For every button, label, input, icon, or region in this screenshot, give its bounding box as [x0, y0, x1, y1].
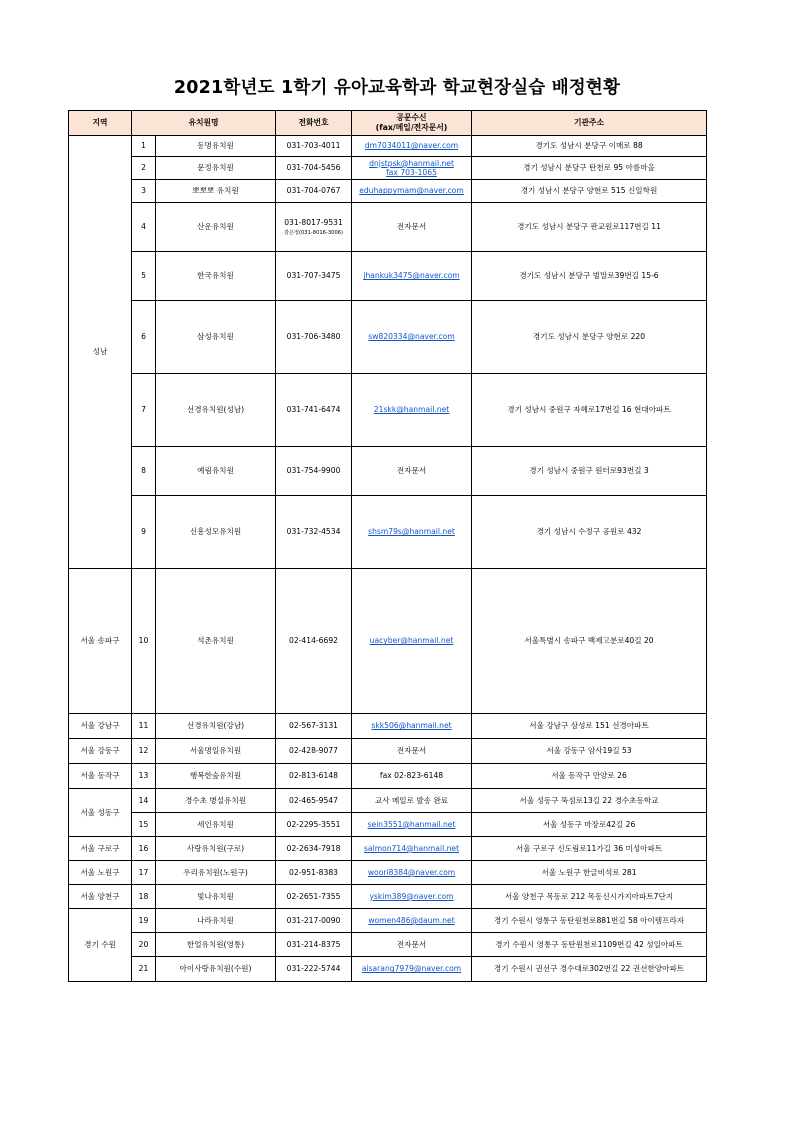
email-link[interactable]: salmon714@hanmail.net — [352, 837, 472, 861]
phone-number: 031-217-0090 — [276, 909, 352, 933]
region-cell: 서울 강남구 — [69, 714, 132, 739]
table-row — [69, 933, 707, 957]
row-number: 11 — [132, 714, 156, 739]
row-number: 14 — [132, 789, 156, 813]
phone-number: 031-8017-9531 — [284, 217, 343, 227]
document-type: 전자문서 — [352, 447, 472, 496]
address: 서울 동작구 만양로 26 — [472, 764, 707, 789]
row-number: 16 — [132, 837, 156, 861]
kindergarten-name: 선경유치원(강남) — [156, 714, 276, 739]
address: 경기 성남시 중원구 원터로93번길 3 — [472, 447, 707, 496]
address: 경기 성남시 분당구 탄천로 95 아름마을 — [472, 157, 707, 180]
phone-number: 031-222-5744 — [276, 957, 352, 982]
kindergarten-name: 석촌유치원 — [156, 569, 276, 714]
region-cell: 서울 동작구 — [69, 764, 132, 789]
kindergarten-name: 선경유치원(성남) — [156, 374, 276, 447]
kindergarten-name: 산운유치원 — [156, 203, 276, 252]
address: 경기도 성남시 분당구 이매로 88 — [472, 136, 707, 157]
header-phone: 전화번호 — [276, 111, 352, 136]
phone-number: 031-754-9900 — [276, 447, 352, 496]
row-number: 12 — [132, 739, 156, 764]
phone-number: 02-2634-7918 — [276, 837, 352, 861]
phone-number: 031-704-5456 — [276, 157, 352, 180]
document-type: 교사 메일로 발송 완료 — [352, 789, 472, 813]
kindergarten-name: 문정유치원 — [156, 157, 276, 180]
address: 경기도 성남시 분당구 벌말로39번길 15-6 — [472, 252, 707, 301]
row-number: 6 — [132, 301, 156, 374]
email-link[interactable]: dm7034011@naver.com — [352, 136, 472, 157]
email-link[interactable]: dnjstpsk@hanmail.net — [369, 158, 454, 168]
kindergarten-name: 신흥성모유치원 — [156, 496, 276, 569]
row-number: 3 — [132, 180, 156, 203]
kindergarten-name: 아이사랑유치원(수원) — [156, 957, 276, 982]
region-cell: 서울 성동구 — [69, 789, 132, 837]
phone-number: 02-428-9077 — [276, 739, 352, 764]
address: 서울 노원구 한글비석로 281 — [472, 861, 707, 885]
phone-number: 02-2651-7355 — [276, 885, 352, 909]
phone-number: 02-414-6692 — [276, 569, 352, 714]
phone-number: 02-567-3131 — [276, 714, 352, 739]
row-number: 9 — [132, 496, 156, 569]
row-number: 2 — [132, 157, 156, 180]
table-row — [69, 569, 707, 714]
header-document-line2: (fax/메일/전자문서) — [375, 123, 448, 132]
address: 서울 강남구 삼성로 151 선경아파트 — [472, 714, 707, 739]
phone-number: 031-704-0767 — [276, 180, 352, 203]
row-number: 20 — [132, 933, 156, 957]
row-number: 1 — [132, 136, 156, 157]
phone-note: 감은정(031-8016-3006) — [283, 229, 344, 236]
email-link[interactable]: jhankuk3475@naver.com — [352, 252, 472, 301]
kindergarten-name: 동명유치원 — [156, 136, 276, 157]
page-title: 2021학년도 1학기 유아교육학과 학교현장실습 배정현황 — [173, 78, 621, 98]
address: 경기 성남시 중원구 자혜로17번길 16 현대아파트 — [472, 374, 707, 447]
kindergarten-name: 예림유치원 — [156, 447, 276, 496]
row-number: 17 — [132, 861, 156, 885]
table-row — [69, 301, 707, 374]
table-row — [69, 957, 707, 982]
region-cell: 서울 양천구 — [69, 885, 132, 909]
address: 서울특별시 송파구 백제고분로40길 20 — [472, 569, 707, 714]
phone-number: 031-707-3475 — [276, 252, 352, 301]
address: 서울 강동구 암사19길 53 — [472, 739, 707, 764]
table-row — [69, 374, 707, 447]
address: 경기 수원시 영통구 동탄원천로1109번길 42 성일아파트 — [472, 933, 707, 957]
email-link[interactable]: women486@daum.net — [352, 909, 472, 933]
region-cell: 서울 송파구 — [69, 569, 132, 714]
email-link[interactable]: shsm79s@hanmail.net — [352, 496, 472, 569]
table-row — [69, 764, 707, 789]
header-row — [69, 111, 707, 136]
table-row — [69, 739, 707, 764]
kindergarten-name: 삼성유치원 — [156, 301, 276, 374]
row-number: 18 — [132, 885, 156, 909]
row-number: 13 — [132, 764, 156, 789]
phone-number: 031-214-8375 — [276, 933, 352, 957]
header-region: 지역 — [69, 111, 132, 136]
document-cell — [352, 157, 472, 180]
phone-number: 02-813-6148 — [276, 764, 352, 789]
address: 경기도 성남시 분당구 양현로 220 — [472, 301, 707, 374]
row-number: 15 — [132, 813, 156, 837]
kindergarten-name: 나라유치원 — [156, 909, 276, 933]
table-row — [69, 813, 707, 837]
email-link[interactable]: eduhappymam@naver.com — [352, 180, 472, 203]
phone-number: 02-465-9547 — [276, 789, 352, 813]
kindergarten-name: 사랑유치원(구로) — [156, 837, 276, 861]
kindergarten-name: 뽀뽀뽀 유치원 — [156, 180, 276, 203]
address: 서울 성동구 마장로42길 26 — [472, 813, 707, 837]
email-link[interactable]: skk506@hanmail.net — [352, 714, 472, 739]
email-link[interactable]: woori8384@naver.com — [352, 861, 472, 885]
document-type: 전자문서 — [352, 739, 472, 764]
region-cell: 서울 구로구 — [69, 837, 132, 861]
table-row — [69, 203, 707, 252]
row-number: 4 — [132, 203, 156, 252]
address: 서울 양천구 목동로 212 목동신시가지아파트7단지 — [472, 885, 707, 909]
address: 경기 성남시 수정구 공원로 432 — [472, 496, 707, 569]
table-row — [69, 909, 707, 933]
table-row — [69, 157, 707, 180]
region-cell: 서울 노원구 — [69, 861, 132, 885]
phone-number: 031-732-4534 — [276, 496, 352, 569]
phone-number: 031-703-4011 — [276, 136, 352, 157]
document-type: 전자문서 — [352, 933, 472, 957]
kindergarten-name: 세인유치원 — [156, 813, 276, 837]
document-type: 전자문서 — [352, 203, 472, 252]
email-link[interactable]: sein3551@hanmail.net — [352, 813, 472, 837]
email-link[interactable]: uacyber@hanmail.net — [352, 569, 472, 714]
row-number: 21 — [132, 957, 156, 982]
phone-number: 02-2295-3551 — [276, 813, 352, 837]
email-link[interactable]: aisarang7979@naver.com — [352, 957, 472, 982]
header-kindergarten: 유치원명 — [132, 111, 276, 136]
row-number: 8 — [132, 447, 156, 496]
header-address: 기관주소 — [472, 111, 707, 136]
table-row — [69, 714, 707, 739]
email-link[interactable]: 21skk@hanmail.net — [352, 374, 472, 447]
kindergarten-name: 경수초 병설유치원 — [156, 789, 276, 813]
table-row — [69, 837, 707, 861]
phone-number: 031-706-3480 — [276, 301, 352, 374]
row-number: 19 — [132, 909, 156, 933]
address: 서울 구로구 신도림로11가길 36 미성아파트 — [472, 837, 707, 861]
row-number: 5 — [132, 252, 156, 301]
kindergarten-name: 서울명일유치원 — [156, 739, 276, 764]
document-type: fax 02-823-6148 — [352, 764, 472, 789]
address: 경기 수원시 권선구 경수대로302번길 22 권선한양아파트 — [472, 957, 707, 982]
region-cell: 성남 — [69, 136, 132, 569]
table-row — [69, 496, 707, 569]
address: 서울 성동구 뚝섬로13길 22 경수초등학교 — [472, 789, 707, 813]
assignment-table — [68, 110, 707, 982]
address: 경기 성남시 분당구 양현로 515 신일학원 — [472, 180, 707, 203]
kindergarten-name: 우리유치원(노원구) — [156, 861, 276, 885]
table-row — [69, 180, 707, 203]
email-link[interactable]: sw820334@naver.com — [352, 301, 472, 374]
table-row — [69, 447, 707, 496]
fax-link[interactable]: fax 703-1065 — [386, 168, 437, 177]
table-row — [69, 136, 707, 157]
phone-cell — [276, 203, 352, 252]
phone-number: 031-741-6474 — [276, 374, 352, 447]
table-row — [69, 252, 707, 301]
address: 경기도 성남시 분당구 판교원로117번길 11 — [472, 203, 707, 252]
address: 경기 수원시 영통구 동탄원천로881번길 58 아이템프라자 — [472, 909, 707, 933]
kindergarten-name: 한얼유치원(영통) — [156, 933, 276, 957]
kindergarten-name: 빛나유치원 — [156, 885, 276, 909]
table-row — [69, 789, 707, 813]
table-row — [69, 861, 707, 885]
email-link[interactable]: yskim389@naver.com — [352, 885, 472, 909]
kindergarten-name: 한국유치원 — [156, 252, 276, 301]
region-cell: 서울 강동구 — [69, 739, 132, 764]
kindergarten-name: 행복한숲유치원 — [156, 764, 276, 789]
region-cell: 경기 수원 — [69, 909, 132, 982]
header-document-line1: 공문수신 — [396, 113, 427, 123]
phone-number: 02-951-8383 — [276, 861, 352, 885]
table-row — [69, 885, 707, 909]
row-number: 7 — [132, 374, 156, 447]
header-document — [352, 111, 472, 136]
row-number: 10 — [132, 569, 156, 714]
